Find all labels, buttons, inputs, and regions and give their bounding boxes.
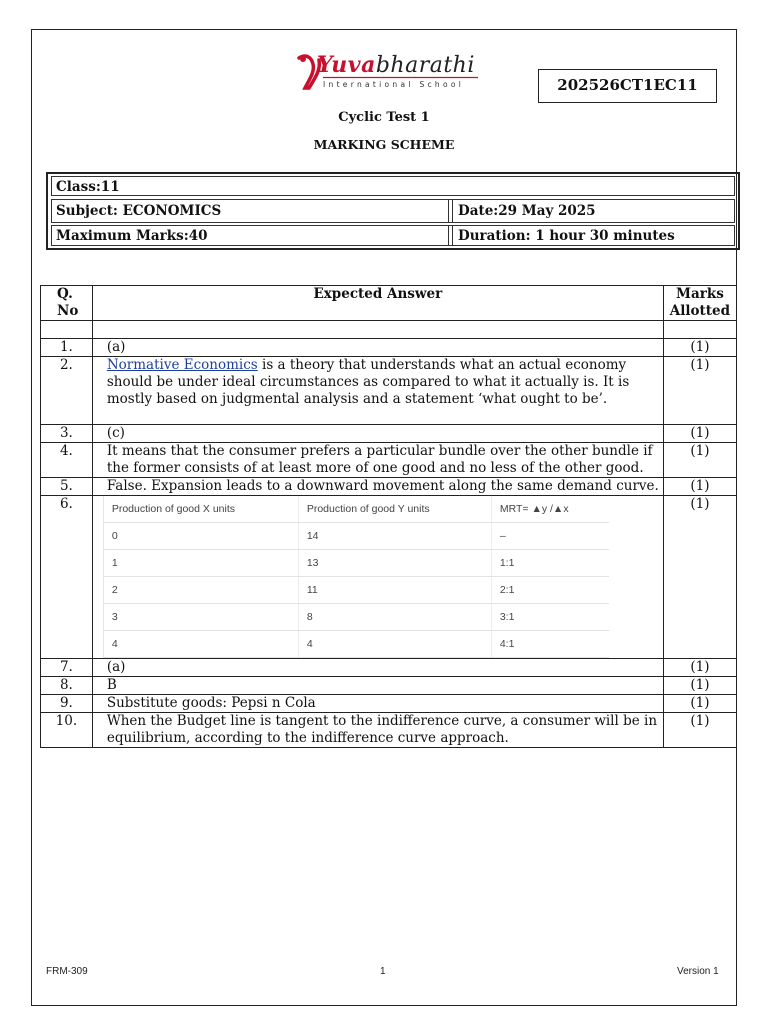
logo-subtext: International School bbox=[323, 80, 465, 89]
mrt-header-y: Production of good Y units bbox=[298, 496, 491, 523]
info-row-marks bbox=[51, 225, 735, 246]
info-row-class bbox=[51, 176, 735, 196]
table-row: 6. Production of good X units Production of good Y units MRT= ▲y /▲x 0 14 – 1 13 1:1 2 11 2:1 3 8 3:1 4 4 4:1 (1) bbox=[41, 496, 737, 659]
header-qno: Q. No bbox=[41, 286, 93, 321]
header-expected-answer: Expected Answer bbox=[92, 286, 663, 321]
info-divider bbox=[448, 200, 453, 222]
mrt-row: 1 13 1:1 bbox=[103, 550, 609, 577]
mrt-header-x: Production of good X units bbox=[103, 496, 298, 523]
mrt-header-mrt: MRT= ▲y /▲x bbox=[491, 496, 609, 523]
max-marks-label: Maximum Marks:40 bbox=[56, 228, 208, 244]
normative-economics-link[interactable]: Normative Economics bbox=[106, 357, 258, 373]
table-row: 2. Normative Economics is a theory that understands what an actual economy should be under ideal circumstances as compared to what it actually is. It is mostly based on judgmental analysis and a statement ‘what ought to be’. (1) bbox=[41, 357, 737, 425]
mrt-row: 4 4 4:1 bbox=[103, 631, 609, 658]
logo-underline-icon bbox=[323, 76, 478, 79]
table-row: 3. (c) (1) bbox=[41, 425, 737, 443]
class-label: Class:11 bbox=[56, 179, 120, 195]
subject-label: Subject: ECONOMICS bbox=[56, 203, 222, 219]
exam-info-box bbox=[46, 172, 740, 250]
table-row: 8. B (1) bbox=[41, 677, 737, 695]
mrt-table-cell bbox=[92, 496, 663, 659]
info-row-subject bbox=[51, 199, 735, 223]
footer-page-number: 1 bbox=[380, 966, 386, 977]
table-row: 5. False. Expansion leads to a downward movement along the same demand curve. (1) bbox=[41, 478, 737, 496]
mrt-row: 2 11 2:1 bbox=[103, 577, 609, 604]
header-marks: Marks Allotted bbox=[663, 286, 736, 321]
logo-wordmark: Yuvabharathi bbox=[317, 52, 475, 78]
table-header-row bbox=[41, 286, 737, 321]
footer-form-code: FRM-309 bbox=[46, 966, 88, 977]
school-logo bbox=[295, 52, 485, 96]
table-row: 10. When the Budget line is tangent to the indifference curve, a consumer will be in equilibrium, according to the indifference curve approach. (1) bbox=[41, 713, 737, 748]
page-title: Cyclic Test 1 bbox=[338, 110, 430, 125]
duration-label: Duration: 1 hour 30 minutes bbox=[458, 228, 675, 244]
table-row-blank bbox=[41, 321, 737, 339]
info-divider bbox=[448, 226, 453, 245]
table-row: 9. Substitute goods: Pepsi n Cola (1) bbox=[41, 695, 737, 713]
table-row: 1. (a) (1) bbox=[41, 339, 737, 357]
mrt-row: 3 8 3:1 bbox=[103, 604, 609, 631]
footer-version: Version 1 bbox=[677, 966, 719, 977]
table-row: 4. It means that the consumer prefers a particular bundle over the other bundle if the former consists of at least more of one good and no less of the other good. (1) bbox=[41, 443, 737, 478]
marking-scheme-table bbox=[40, 285, 737, 748]
page-subtitle: MARKING SCHEME bbox=[313, 137, 455, 152]
document-code: 202526CT1EC11 bbox=[538, 69, 717, 103]
date-label: Date:29 May 2025 bbox=[458, 203, 596, 219]
table-row: 7. (a) (1) bbox=[41, 659, 737, 677]
mrt-row: 0 14 – bbox=[103, 523, 609, 550]
mrt-table bbox=[103, 496, 609, 658]
